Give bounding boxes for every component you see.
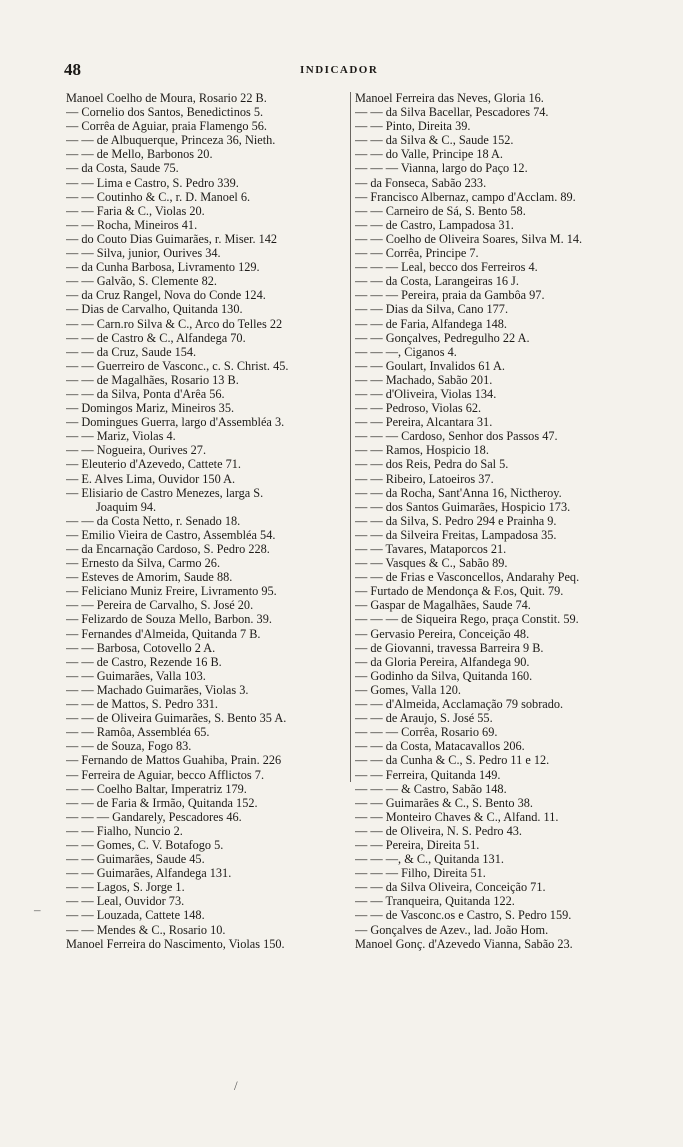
directory-entry: — Dias de Carvalho, Quitanda 130.	[66, 302, 243, 317]
directory-entry: — Esteves de Amorim, Saude 88.	[66, 570, 233, 585]
directory-entry: — — Silva, junior, Ourives 34.	[66, 246, 221, 261]
directory-entry: — — —, & C., Quitanda 131.	[355, 852, 504, 867]
directory-entry: — — de Castro, Lampadosa 31.	[355, 217, 514, 232]
directory-entry: — — Coelho de Oliveira Soares, Silva M. 14.	[355, 231, 583, 246]
page-number: 48	[64, 60, 81, 79]
directory-entry: — — Tranqueira, Quitanda 122.	[355, 894, 515, 909]
directory-entry: — — Faria & C., Violas 20.	[66, 203, 205, 218]
directory-entry: — — — Gandarely, Pescadores 46.	[66, 809, 242, 824]
directory-entry: — — Mendes & C., Rosario 10.	[66, 922, 226, 937]
margin-dash-mark: –	[34, 902, 41, 917]
directory-entry: — — Fialho, Nuncio 2.	[66, 823, 183, 838]
directory-entry: — Emilio Vieira de Castro, Assembléa 54.	[66, 527, 276, 542]
directory-entry: — — Tavares, Mataporcos 21.	[355, 542, 507, 556]
directory-entry: — — Coelho Baltar, Imperatriz 179.	[66, 781, 247, 796]
directory-entry: — — Ribeiro, Latoeiros 37.	[355, 471, 494, 486]
directory-entry: — — Pereira de Carvalho, S. José 20.	[66, 598, 254, 613]
directory-entry: — — Ramôa, Assembléa 65.	[66, 725, 210, 740]
directory-entry: — — Leal, Ouvidor 73.	[66, 894, 185, 909]
directory-entry: — — Ferreira, Quitanda 149.	[355, 767, 501, 782]
directory-entry: — — de Frias e Vasconcellos, Andarahy Peq.	[355, 570, 580, 585]
directory-entry: — — Rocha, Mineiros 41.	[66, 217, 198, 232]
directory-entry: — — da Silva Bacellar, Pescadores 74.	[355, 105, 549, 120]
directory-entry: — — da Costa, Larangeiras 16 J.	[355, 274, 519, 289]
directory-entry: Manoel Gonç. d'Azevedo Vianna, Sabão 23.	[355, 936, 573, 951]
directory-entry: — — Dias da Silva, Cano 177.	[355, 302, 509, 317]
directory-entry: — — Corrêa, Principe 7.	[355, 246, 479, 261]
directory-entry: — — Guimarães, Saude 45.	[66, 852, 205, 867]
directory-entry: — Fernando de Mattos Guahiba, Prain. 226	[66, 753, 282, 768]
column-divider	[350, 92, 351, 782]
directory-entry: — — — Pereira, praia da Gambôa 97.	[355, 288, 545, 303]
directory-entry: Manoel Ferreira do Nascimento, Violas 150.	[66, 936, 285, 951]
directory-entry: — Gaspar de Magalhães, Saude 74.	[355, 598, 531, 613]
directory-entry: — — de Souza, Fogo 83.	[66, 739, 192, 754]
directory-entry: — da Gloria Pereira, Alfandega 90.	[355, 654, 530, 669]
directory-entry: — Ernesto da Silva, Carmo 26.	[66, 556, 221, 571]
directory-entry: — Gonçalves de Azev., lad. João Hom.	[355, 922, 549, 937]
directory-entry: — — Guerreiro de Vasconc., c. S. Christ. 45.	[66, 358, 289, 373]
directory-entry: — — Lagos, S. Jorge 1.	[66, 880, 185, 895]
directory-entry: — — da Rocha, Sant'Anna 16, Nictheroy.	[355, 485, 562, 500]
directory-entry: — — de Araujo, S. José 55.	[355, 711, 493, 726]
directory-entry: — — Galvão, S. Clemente 82.	[66, 274, 217, 289]
directory-entry: — — de Faria, Alfandega 148.	[355, 316, 507, 331]
directory-entry: — — — Filho, Direita 51.	[355, 866, 486, 881]
directory-entry: — — Pereira, Alcantara 31.	[355, 415, 493, 430]
directory-entry: — — Barbosa, Cotovello 2 A.	[66, 640, 216, 655]
directory-entry: — — da Cunha & C., S. Pedro 11 e 12.	[355, 753, 550, 768]
directory-entry: — Francisco Albernaz, campo d'Acclam. 89.	[355, 189, 576, 204]
directory-entry: — — da Silva Oliveira, Conceição 71.	[355, 880, 546, 895]
directory-entry: — Cornelio dos Santos, Benedictinos 5.	[66, 105, 264, 120]
directory-entry: — Feliciano Muniz Freire, Livramento 95.	[66, 584, 277, 599]
directory-entry: — — da Silveira Freitas, Lampadosa 35.	[355, 527, 557, 542]
directory-entry: — — d'Oliveira, Violas 134.	[355, 386, 497, 401]
directory-entry: — — — & Castro, Sabão 148.	[355, 781, 507, 796]
directory-entry: — — — Corrêa, Rosario 69.	[355, 725, 498, 740]
directory-entry: — da Cruz Rangel, Nova do Conde 124.	[66, 288, 266, 303]
directory-entry: — — do Valle, Principe 18 A.	[355, 147, 504, 162]
directory-entry: — da Costa, Saude 75.	[66, 161, 179, 176]
directory-entry: — — — Vianna, largo do Paço 12.	[355, 161, 528, 176]
directory-entry: — Felizardo de Souza Mello, Barbon. 39.	[66, 612, 272, 627]
directory-entry: — — Coutinho & C., r. D. Manoel 6.	[66, 189, 251, 204]
directory-entry: — — — de Siqueira Rego, praça Constit. 59.	[355, 612, 579, 627]
directory-entry: — — — Cardoso, Senhor dos Passos 47.	[355, 429, 558, 444]
directory-entry: — — de Magalhães, Rosario 13 B.	[66, 372, 239, 387]
directory-entry: — — —, Ciganos 4.	[355, 344, 457, 359]
directory-entry: — — — Leal, becco dos Ferreiros 4.	[355, 260, 538, 275]
directory-entry: — Domingues Guerra, largo d'Assembléa 3.	[66, 415, 285, 430]
directory-entry: — — Goulart, Invalidos 61 A.	[355, 358, 505, 373]
directory-entry: — da Encarnação Cardoso, S. Pedro 228.	[66, 542, 270, 556]
directory-entry: — E. Alves Lima, Ouvidor 150 A.	[66, 471, 236, 486]
directory-entry: — — Guimarães, Alfandega 131.	[66, 866, 232, 881]
directory-entry: — — de Mattos, S. Pedro 331.	[66, 697, 218, 712]
directory-entry: — — Guimarães & C., S. Bento 38.	[355, 795, 533, 810]
directory-entry: — Ferreira de Aguiar, becco Afflictos 7.	[66, 767, 265, 782]
directory-entry: — — de Castro & C., Alfandega 70.	[66, 330, 246, 345]
directory-entry: Manoel Coelho de Moura, Rosario 22 B.	[66, 91, 267, 105]
directory-entry: — — Pereira, Direita 51.	[355, 837, 480, 852]
directory-entry: — — Louzada, Cattete 148.	[66, 908, 205, 923]
directory-entry: — Corrêa de Aguiar, praia Flamengo 56.	[66, 119, 267, 134]
directory-entry: — — da Costa Netto, r. Senado 18.	[66, 513, 241, 528]
directory-entry: — Domingos Mariz, Mineiros 35.	[66, 401, 235, 416]
directory-entry: — — dos Santos Guimarães, Hospicio 173.	[355, 499, 571, 514]
directory-entry: — — Guimarães, Valla 103.	[66, 668, 206, 683]
directory-entry: — — Machado Guimarães, Violas 3.	[66, 682, 249, 697]
left-column	[66, 91, 349, 951]
directory-entry: — — Pinto, Direita 39.	[355, 119, 471, 134]
directory-entry: — — Lima e Castro, S. Pedro 339.	[66, 175, 239, 190]
directory-entry: — — Gomes, C. V. Botafogo 5.	[66, 837, 224, 852]
directory-entry: — — dos Reis, Pedra do Sal 5.	[355, 457, 509, 472]
directory-entry: — — da Costa, Matacavallos 206.	[355, 739, 525, 754]
directory-entry: — — Mariz, Violas 4.	[66, 429, 176, 444]
running-title: INDICADOR	[300, 64, 379, 76]
directory-entry: — — Pedroso, Violas 62.	[355, 401, 482, 416]
directory-entry: — da Fonseca, Sabão 233.	[355, 175, 487, 190]
directory-entry: — Godinho da Silva, Quitanda 160.	[355, 668, 533, 683]
directory-entry: — — Carn.ro Silva & C., Arco do Telles 22	[66, 316, 283, 331]
directory-entry: — — Machado, Sabão 201.	[355, 372, 493, 387]
directory-entry: — Furtado de Mendonça & F.os, Quit. 79.	[355, 584, 564, 599]
right-column	[355, 91, 660, 951]
directory-entry: — — d'Almeida, Acclamação 79 sobrado.	[355, 697, 564, 712]
directory-entry: — — Carneiro de Sá, S. Bento 58.	[355, 203, 526, 218]
directory-entry: — — de Oliveira Guimarães, S. Bento 35 A.	[66, 711, 287, 726]
directory-entry: — Gomes, Valla 120.	[355, 682, 461, 697]
directory-entry: — do Couto Dias Guimarães, r. Miser. 142	[66, 231, 278, 246]
directory-entry: — — Nogueira, Ourives 27.	[66, 443, 207, 458]
directory-entry: — — Ramos, Hospicio 18.	[355, 443, 489, 458]
directory-entry: — — de Mello, Barbonos 20.	[66, 147, 213, 162]
directory-entry: — — de Vasconc.os e Castro, S. Pedro 159.	[355, 908, 572, 923]
directory-entry: — — de Albuquerque, Princeza 36, Nieth.	[66, 133, 276, 148]
directory-entry: Manoel Ferreira das Neves, Gloria 16.	[355, 91, 544, 105]
directory-entry: — — Monteiro Chaves & C., Alfand. 11.	[355, 809, 559, 824]
directory-entry: — — de Faria & Irmão, Quitanda 152.	[66, 795, 258, 810]
directory-entry: — — da Silva, Ponta d'Arêa 56.	[66, 386, 225, 401]
directory-entry: — — de Oliveira, N. S. Pedro 43.	[355, 823, 523, 838]
directory-entry: — — de Castro, Rezende 16 B.	[66, 654, 222, 669]
directory-entry: — Fernandes d'Almeida, Quitanda 7 B.	[66, 626, 261, 641]
directory-entry: — Eleuterio d'Azevedo, Cattete 71.	[66, 457, 241, 472]
directory-entry: Joaquim 94.	[96, 499, 157, 514]
ink-stroke-mark: /	[234, 1078, 238, 1093]
directory-entry: — — da Silva, S. Pedro 294 e Prainha 9.	[355, 513, 557, 528]
directory-entry: — — da Silva & C., Saude 152.	[355, 133, 514, 148]
directory-entry: — Gervasio Pereira, Conceição 48.	[355, 626, 530, 641]
directory-entry: — — Vasques & C., Sabão 89.	[355, 556, 508, 571]
directory-entry: — — da Cruz, Saude 154.	[66, 344, 197, 359]
directory-entry: — da Cunha Barbosa, Livramento 129.	[66, 260, 260, 275]
directory-entry: — — Gonçalves, Pedregulho 22 A.	[355, 330, 530, 345]
directory-entry: — Elisiario de Castro Menezes, larga S.	[66, 485, 264, 500]
directory-entry: — de Giovanni, travessa Barreira 9 B.	[355, 640, 544, 655]
